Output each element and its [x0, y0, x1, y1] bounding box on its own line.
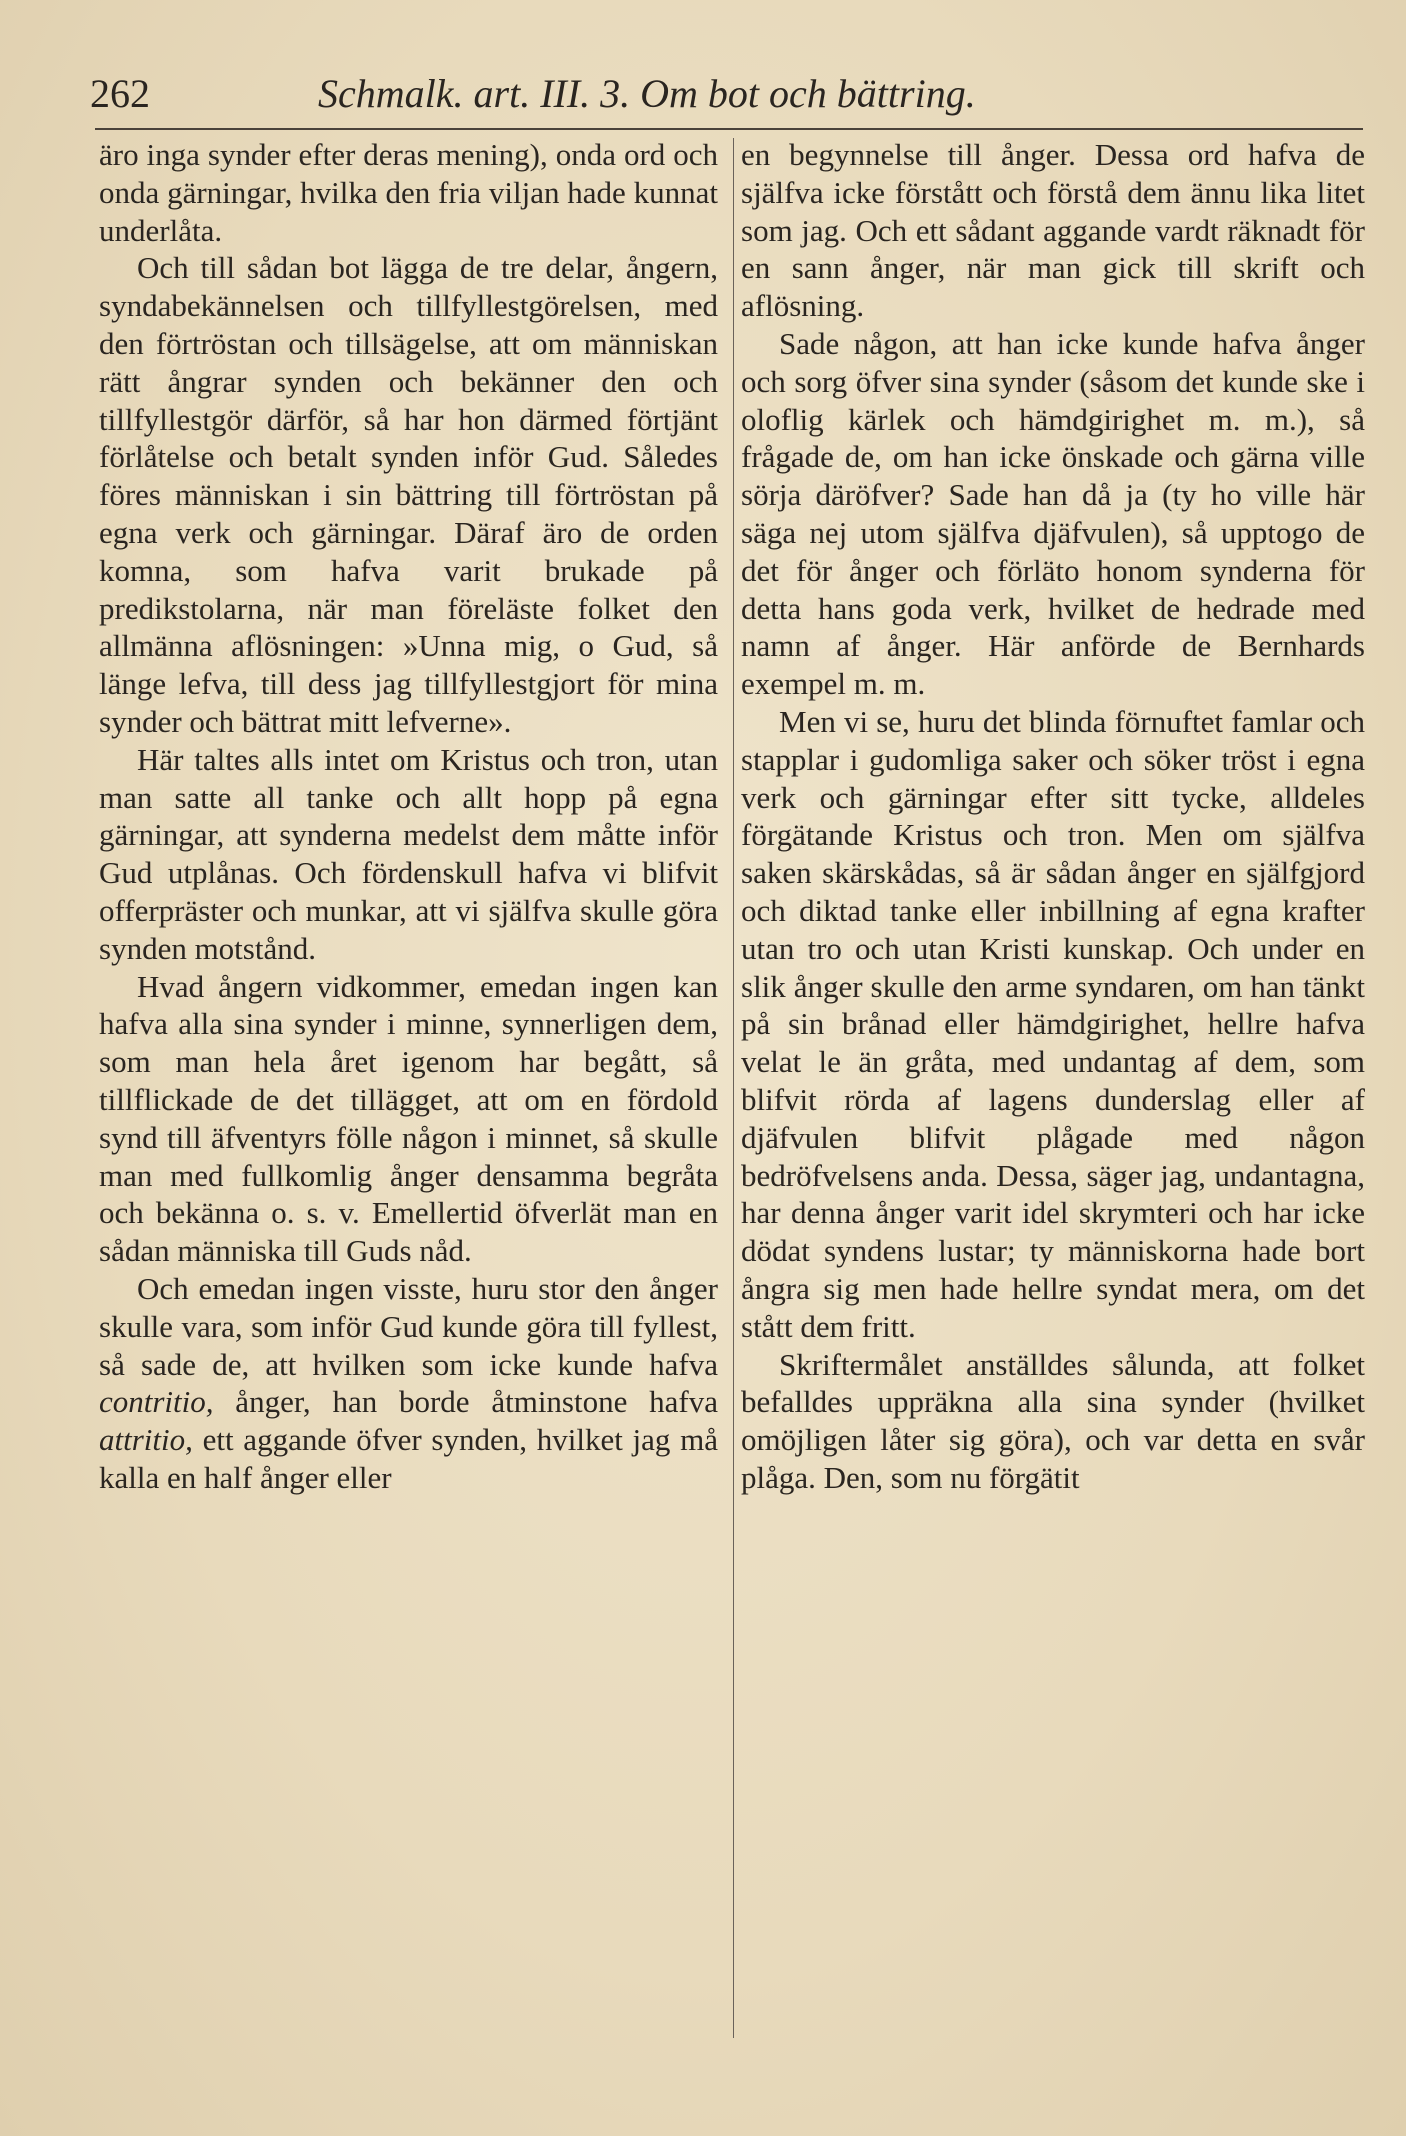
page-number: 262: [90, 71, 150, 116]
column-divider: [733, 138, 734, 2038]
p5-text-c: ånger, han borde åtminstone hafva: [213, 1384, 718, 1420]
running-title: Schmalk. art. III. 3. Om bot och bättring.: [318, 71, 976, 116]
right-paragraph-3: Men vi se, huru det blinda förnuftet famlar och stapplar i gudomliga saker och söker tröst i egna verk och gärningar efter sitt tycke, alldeles förgätande Kristus och tron. Men om själfva saken skärskådas, så är sådan ånger en själfgjord och diktad tanke eller inbillning af egna krafter utan tro och utan Kristi kunskap. Och under en slik ånger skulle den arme syndaren, om han tänkt på sin brånad eller hämdgirighet, hellre hafva velat le än gråta, med undantag af dem, som blifvit rörda af lagens dunderslag eller af djäfvulen blifvit plågade med någon bedröfvelsens anda. Dessa, säger jag, undantagna, har denna ånger varit idel skrymteri och har icke dödat syndens lustar; ty människorna hade bort ångra sig men hade hellre syndat mera, om det stått dem fritt.: [741, 703, 1365, 1344]
right-paragraph-2: Sade någon, att han icke kunde hafva ånger och sorg öfver sina synder (såsom det kunde ske i oloflig kärlek och hämdgirighet m. m.), så frågade de, om han icke önskade och gärna ville sörja däröfver? Sade han då ja (ty ho ville här säga nej utom själfva djäfvulen), så upptogo de det för ånger och förläto honom synderna för detta hans goda verk, hvilket de hedrade med namn af ånger. Här anförde de Bernhards exempel m. m.: [741, 325, 1365, 702]
left-column: [99, 136, 718, 1497]
left-paragraph-2: Och till sådan bot lägga de tre delar, ångern, syndabekännelsen och tillfyllestgörelsen, med den förtröstan och tillsägelse, att om människan rätt ångrar synden och bekänner den och tillfyllestgör därför, så har hon därmed förtjänt förlåtelse och betalt synden inför Gud. Således föres människan i sin bättring till förtröstan på egna verk och gärningar. Däraf äro de orden komna, som hafva varit brukade på predikstolarna, när man föreläste folket den allmänna aflösningen: »Unna mig, o Gud, så länge lefva, till dess jag tillfyllestgjort för mina synder och bättrat mitt lefverne».: [99, 250, 718, 739]
term-contritio: contritio,: [99, 1384, 214, 1420]
left-paragraph-5: [99, 1270, 718, 1497]
left-paragraph-4: Hvad ångern vidkommer, emedan ingen kan hafva alla sina synder i minne, synnerligen dem, som man hela året igenom har begått, så tillflickade de det tillägget, att om en fördold synd till äfventyrs fölle någon i minnet, så skulle man med fullkomlig ånger densamma begråta och bekänna o. s. v. Emellertid öfverlät man en sådan människa till Guds nåd.: [99, 968, 718, 1269]
term-attritio: attritio,: [99, 1422, 193, 1458]
left-paragraph-1: äro inga synder efter deras mening), onda ord och onda gärningar, hvilka den fria viljan hade kunnat underlåta.: [99, 137, 718, 248]
left-paragraph-3: Här taltes alls intet om Kristus och tron, utan man satte all tanke och allt hopp på egna gärningar, att synderna medelst dem måtte inför Gud utplånas. Och fördenskull hafva vi blifvit offerpräster och munkar, att vi själfva skulle göra synden motstånd.: [99, 741, 718, 966]
right-column: [741, 136, 1365, 1497]
right-paragraph-4: Skriftermålet anställdes sålunda, att folket befalldes uppräkna alla sina synder (hvilket omöjligen låter sig göra), och var detta en svår plåga. Den, som nu förgätit: [741, 1346, 1365, 1495]
p5-text-a: Och emedan ingen visste, huru stor den ånger skulle vara, som inför Gud kunde göra till fyllest, så sade de, att hvilken som icke kunde hafva: [99, 1270, 718, 1382]
page-header: [90, 70, 1330, 120]
header-rule: [95, 128, 1363, 130]
p5-text-e: ett aggande öfver synden, hvilket jag må kalla en half ånger eller: [99, 1422, 718, 1495]
right-paragraph-1: en begynnelse till ånger. Dessa ord hafva de själfva icke förstått och förstå dem ännu lika litet som jag. Och ett sådant aggande vardt räknadt för en sann ånger, när man gick till skrift och aflösning.: [741, 137, 1365, 324]
